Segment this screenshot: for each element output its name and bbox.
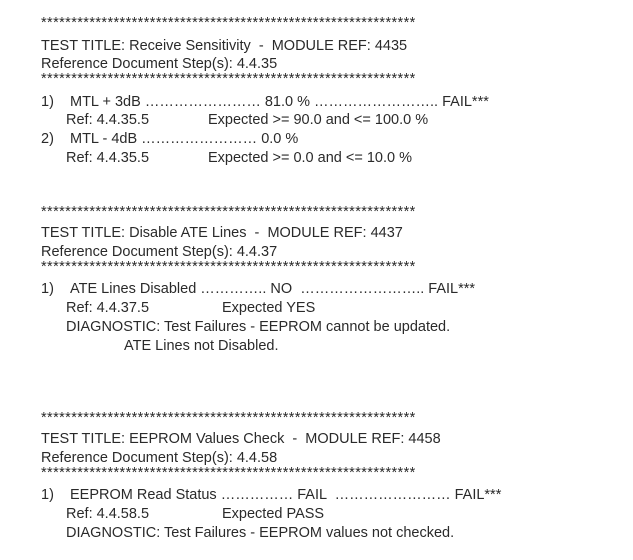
item-expected: Expected >= 0.0 and <= 10.0 % [208,150,412,166]
item-ref: Ref: 4.4.37.5 [66,300,150,316]
item-number: 1) [41,94,54,110]
separator-line: ************************************************************** [41,465,416,481]
separator-line: ************************************************************** [41,71,416,87]
reference-document: Reference Document Step(s): 4.4.35 [41,56,278,72]
item-expected: Expected PASS [222,506,325,522]
item-result: MTL + 3dB …………………… 81.0 % …………………….. FAIL*** [70,94,489,110]
item-result: MTL - 4dB …………………… 0.0 % [70,131,299,147]
diagnostic-detail: ATE Lines not Disabled. [124,338,279,354]
item-number: 1) [41,487,54,503]
item-number: 1) [41,281,54,297]
separator-line: ************************************************************** [41,259,416,275]
item-expected: Expected >= 90.0 and <= 100.0 % [208,112,429,128]
item-ref: Ref: 4.4.58.5 [66,506,150,522]
section-title: TEST TITLE: Receive Sensitivity - MODULE REF: 4435 [41,38,408,54]
item-ref: Ref: 4.4.35.5 [66,150,150,166]
item-result: EEPROM Read Status …………… FAIL …………………… FAIL*** [70,487,502,503]
item-expected: Expected YES [222,300,316,316]
item-result: ATE Lines Disabled ………….. NO …………………….. FAIL*** [70,281,476,297]
section-title: TEST TITLE: EEPROM Values Check - MODULE REF: 4458 [41,431,441,447]
reference-document: Reference Document Step(s): 4.4.37 [41,244,278,260]
section-title: TEST TITLE: Disable ATE Lines - MODULE REF: 4437 [41,225,403,241]
diagnostic: DIAGNOSTIC: Test Failures - EEPROM cannot be updated. [66,319,451,335]
separator-line: ************************************************************** [41,410,416,426]
separator-line: ************************************************************** [41,204,416,220]
diagnostic: DIAGNOSTIC: Test Failures - EEPROM values not checked. [66,525,455,541]
item-ref: Ref: 4.4.35.5 [66,112,150,128]
item-number: 2) [41,131,54,147]
reference-document: Reference Document Step(s): 4.4.58 [41,450,278,466]
separator-line: ************************************************************** [41,15,416,31]
